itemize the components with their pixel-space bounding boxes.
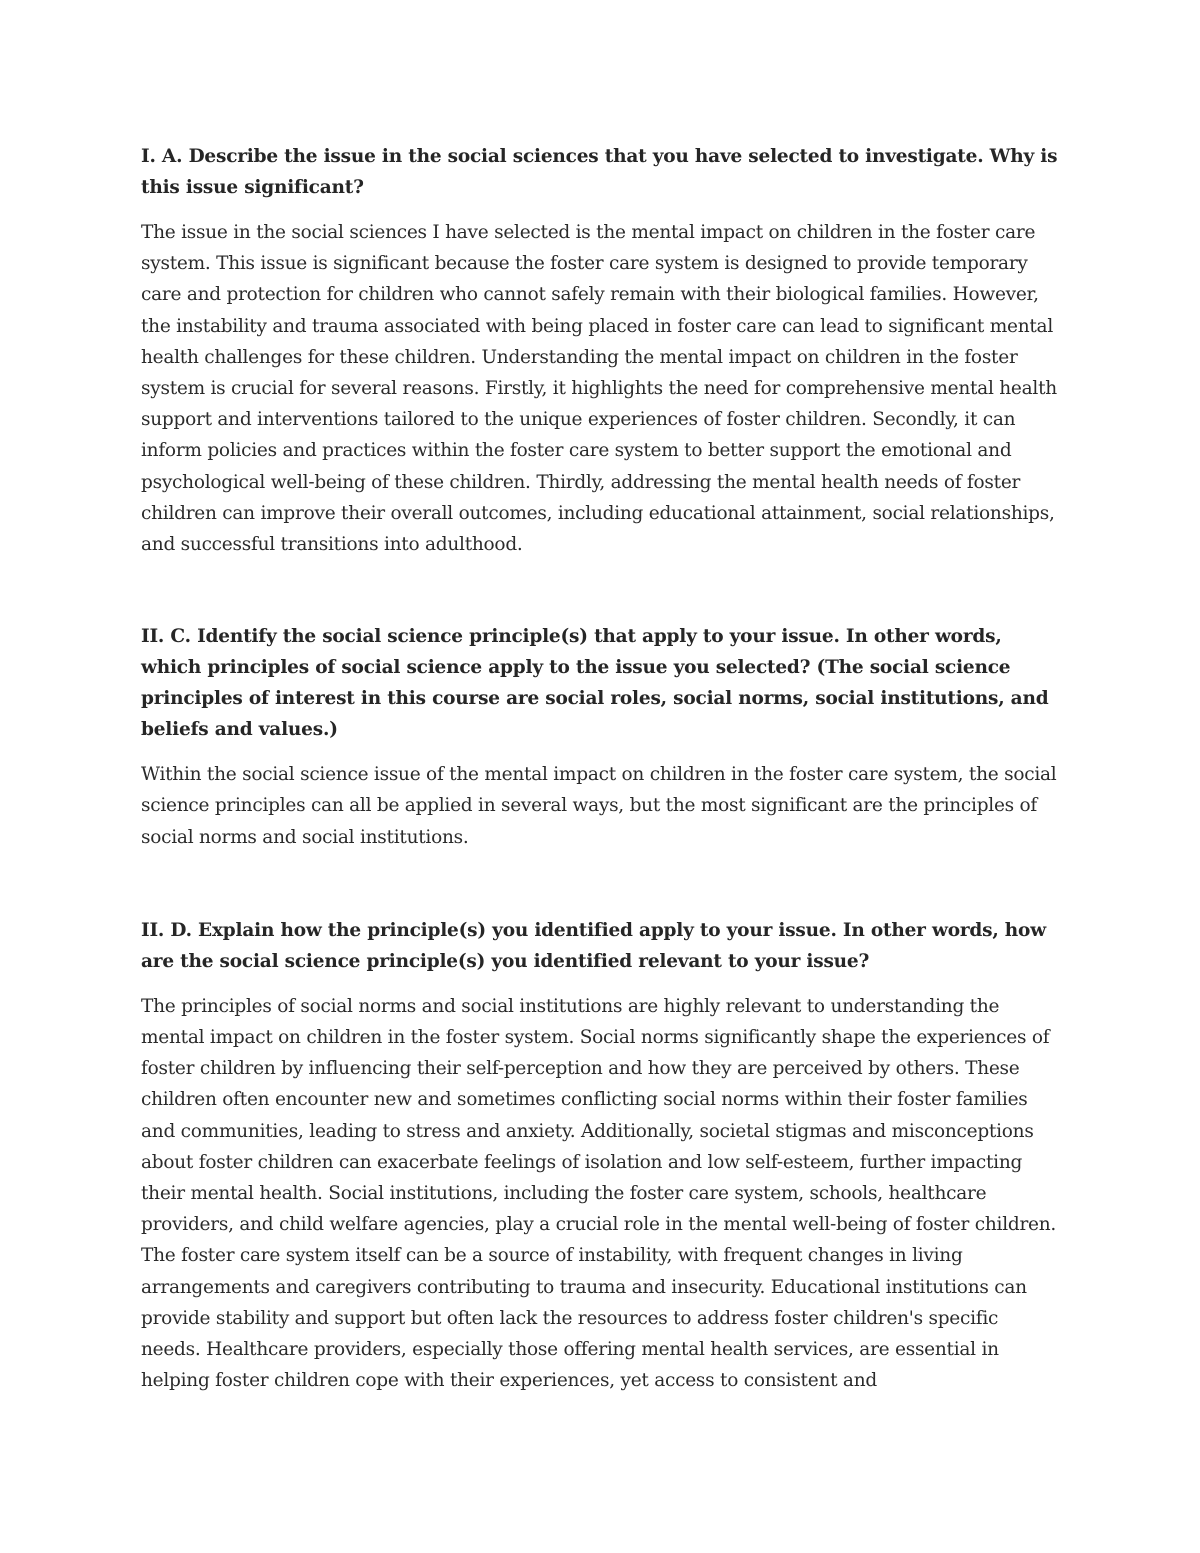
section-2c (141, 621, 1061, 853)
section-1a (141, 141, 1061, 560)
question-heading: II. C. Identify the social science principle(s) that apply to your issue. In other words, which principles of social science apply to the issue you selected? (The social science principles of interest in this course are social roles, social norms, social institutions, and beliefs and values.) (141, 626, 1049, 741)
question-heading: I. A. Describe the issue in the social sciences that you have selected to investigate. Why is this issue significant? (141, 146, 1058, 198)
section-spacer (141, 560, 1061, 621)
document-page (141, 141, 1061, 1396)
answer-paragraph: The issue in the social sciences I have selected is the mental impact on children in the foster care system. This issue is significant because the foster care system is designed to provide temporary care and protection for children who cannot safely remain with their biological families. However, the instability and trauma associated with being placed in foster care can lead to significant mental health challenges for these children. Understanding the mental impact on children in the foster system is crucial for several reasons. Firstly, it highlights the need for comprehensive mental health support and interventions tailored to the unique experiences of foster children. Secondly, it can inform policies and practices within the foster care system to better support the emotional and psychological well-being of these children. Thirdly, addressing the mental health needs of foster children can improve their overall outcomes, including educational attainment, social relationships, and successful transitions into adulthood. (141, 222, 1057, 556)
answer-paragraph: The principles of social norms and social institutions are highly relevant to understanding the mental impact on children in the foster system. Social norms significantly shape the experiences of foster children by influencing their self-perception and how they are perceived by others. These children often encounter new and sometimes conflicting social norms within their foster families and communities, leading to stress and anxiety. Additionally, societal stigmas and misconceptions about foster children can exacerbate feelings of isolation and low self-esteem, further impacting their mental health. Social institutions, including the foster care system, schools, healthcare providers, and child welfare agencies, play a crucial role in the mental well-being of foster children. The foster care system itself can be a source of instability, with frequent changes in living arrangements and caregivers contributing to trauma and insecurity. Educational institutions can provide stability and support but often lack the resources to address foster children's specific needs. Healthcare providers, especially those offering mental health services, are essential in helping foster children cope with their experiences, yet access to consistent and (141, 995, 1057, 1392)
section-2d (141, 915, 1061, 1397)
section-spacer (141, 853, 1061, 915)
question-heading: II. D. Explain how the principle(s) you identified apply to your issue. In other words, how are the social science principle(s) you identified relevant to your issue? (141, 919, 1046, 972)
answer-paragraph: Within the social science issue of the mental impact on children in the foster care system, the social science principles can all be applied in several ways, but the most significant are the principles of social norms and social institutions. (141, 764, 1057, 848)
